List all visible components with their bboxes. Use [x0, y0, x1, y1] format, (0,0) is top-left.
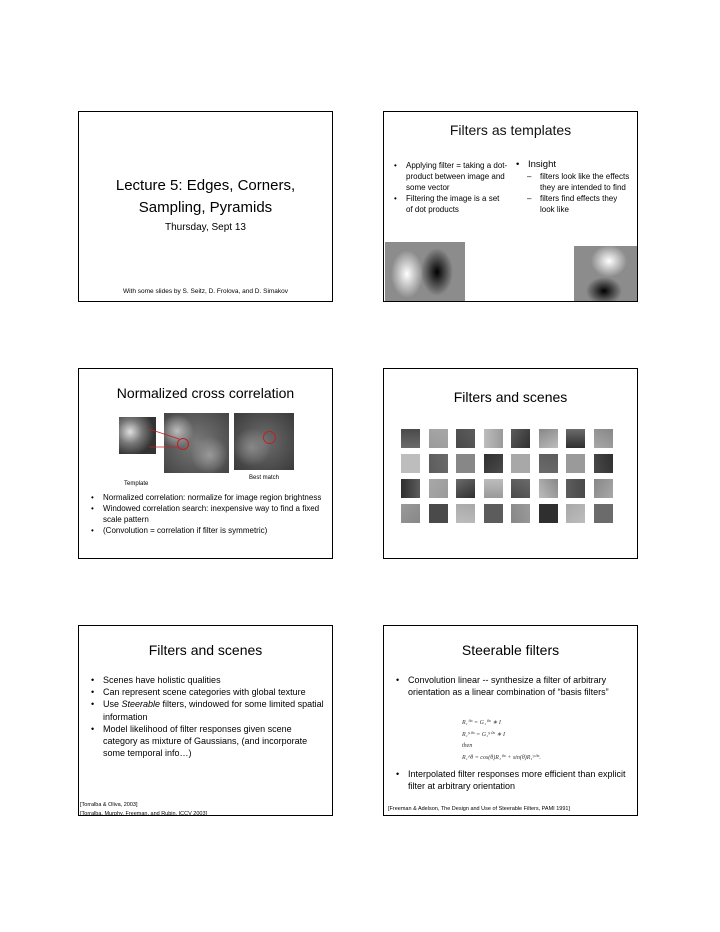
bullet-item: • (Convolution = correlation if filter is symmetric)	[89, 526, 324, 537]
scene-thumbnail	[429, 454, 448, 473]
bullet-item: • Applying filter = taking a dot-product between image and some vector	[392, 161, 508, 194]
slide-title	[78, 111, 333, 302]
reference-2: [Torralba, Murphy, Freeman, and Rubin, ICCV 2003]	[80, 811, 208, 816]
slide-credit: With some slides by S. Seitz, D. Frolova, and D. Simakov	[122, 288, 289, 295]
bullet-item: • Can represent scene categories with global texture	[89, 686, 325, 698]
slide-title: Filters and scenes	[148, 642, 263, 658]
scene-thumbnail	[539, 429, 558, 448]
bullet-item: • Scenes have holistic qualities	[89, 674, 325, 686]
slide-title: Filters and scenes	[453, 389, 568, 405]
bullet-item: • Interpolated filter responses more efficient than explicit filter at arbitrary orientation	[394, 768, 630, 792]
bullet-item: • Convolution linear -- synthesize a filter of arbitrary orientation as a linear combination of “basis filters”	[394, 674, 630, 698]
scene-thumbnail	[594, 454, 613, 473]
scene-thumbnail	[456, 454, 475, 473]
scene-thumbnail	[511, 479, 530, 498]
scene-thumbnail	[456, 504, 475, 523]
slide-filters-as-templates	[383, 111, 638, 302]
slide-filters-and-scenes-text	[78, 625, 333, 816]
scene-thumbnail	[484, 429, 503, 448]
slide-title: Normalized cross correlation	[116, 385, 295, 401]
scene-thumbnail	[566, 479, 585, 498]
scene-thumbnail	[539, 504, 558, 523]
slide-normalized-cross-correlation	[78, 368, 333, 559]
insight-item: – filters find effects they look like	[514, 194, 634, 216]
bullet-list	[89, 674, 325, 760]
left-bullet-list	[392, 161, 508, 215]
scene-thumbnail	[401, 479, 420, 498]
scene-thumbnail	[401, 504, 420, 523]
insight-item: – filters look like the effects they are intended to find	[514, 172, 634, 194]
bullet-list-top	[394, 674, 630, 698]
slide-filters-and-scenes-grid	[383, 368, 638, 559]
scene-thumbnail	[456, 429, 475, 448]
scene-image-grid	[401, 429, 621, 529]
scene-thumbnail	[401, 429, 420, 448]
equation-line: R₁^θ = cos(θ)R₁⁰° + sin(θ)R₁⁹⁰°.	[462, 755, 541, 761]
citation: [Freeman & Adelson, The Design and Use of Steerable Filters, PAMI 1991]	[388, 806, 571, 812]
reference-1: [Torralba & Oliva, 2003]	[80, 802, 138, 808]
scene-thumbnail	[539, 479, 558, 498]
scene-thumbnail	[429, 504, 448, 523]
scene-thumbnail	[401, 454, 420, 473]
slide-title: Steerable filters	[461, 642, 560, 658]
bullet-item: • Windowed correlation search: inexpensive way to find a fixed scale pattern	[89, 504, 324, 526]
lecture-title: Lecture 5: Edges, Corners, Sampling, Pyramids	[115, 177, 296, 216]
bullet-list-bottom	[394, 768, 630, 792]
template-label: Template	[124, 481, 149, 487]
slide-steerable-filters	[383, 625, 638, 816]
equation-line: R₁⁰° = G₁⁰° ∗ I	[462, 720, 501, 726]
scene-thumbnail	[511, 429, 530, 448]
best-match-label: Best match	[249, 475, 280, 481]
scene-thumbnail	[594, 504, 613, 523]
bullet-item	[89, 698, 325, 722]
scene-thumbnail	[511, 504, 530, 523]
emphasized-term: Steerable	[121, 699, 161, 710]
bullet-item: • Model likelihood of filter responses given scene category as mixture of Gaussians, (and incorporate some temporal info…)	[89, 723, 325, 760]
equation-line: R₁⁹⁰° = G₁⁹⁰° ∗ I	[462, 732, 506, 738]
scene-thumbnail	[429, 429, 448, 448]
scene-thumbnail	[484, 454, 503, 473]
bullet-item: • Filtering the image is a set of dot products	[392, 194, 508, 216]
filter-template-image-left	[385, 242, 465, 301]
scene-thumbnail	[484, 479, 503, 498]
filter-template-image-right	[574, 246, 637, 301]
scene-thumbnail	[429, 479, 448, 498]
scene-thumbnail	[594, 479, 613, 498]
insight-heading: • Insight	[514, 159, 634, 172]
bullet-text: filters, windowed for some limited spatial information	[103, 699, 324, 722]
scene-thumbnail	[511, 454, 530, 473]
scene-thumbnail	[484, 504, 503, 523]
bullet-item: • Normalized correlation: normalize for image region brightness	[89, 493, 324, 504]
scene-thumbnail	[594, 429, 613, 448]
lecture-date: Thursday, Sept 13	[165, 222, 246, 233]
scene-thumbnail	[566, 454, 585, 473]
bullet-list	[89, 493, 324, 537]
scene-thumbnail	[566, 429, 585, 448]
scene-thumbnail	[456, 479, 475, 498]
bullet-text: Use	[103, 699, 122, 710]
slide-title: Filters as templates	[449, 122, 572, 138]
equation-then: then	[462, 743, 473, 749]
scene-thumbnail	[539, 454, 558, 473]
scene-thumbnail	[566, 504, 585, 523]
insight-list	[514, 159, 634, 215]
